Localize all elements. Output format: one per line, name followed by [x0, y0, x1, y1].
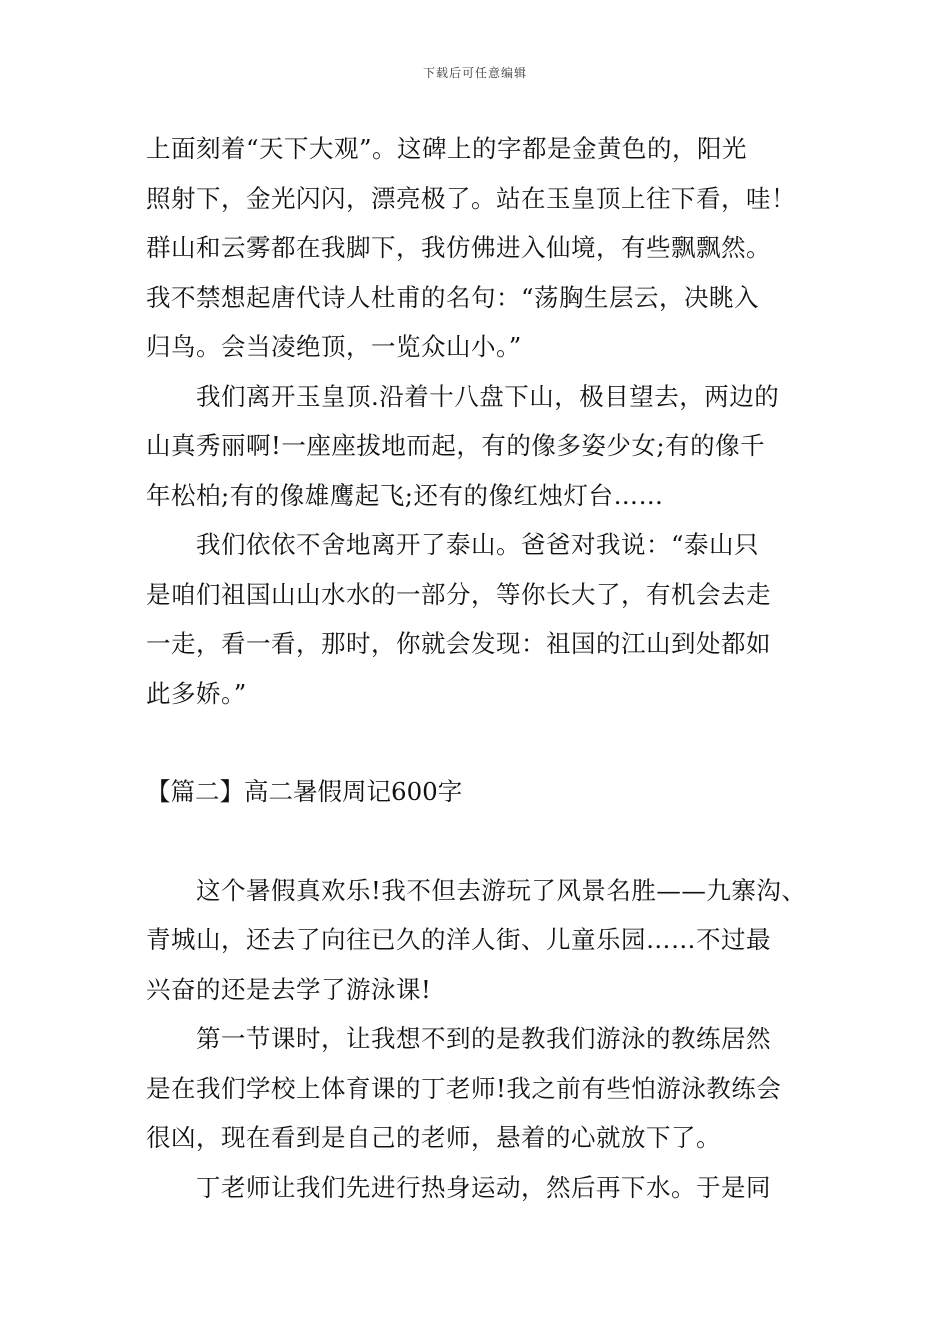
text-line: 照射下，金光闪闪，漂亮极了。站在玉皇顶上往下看，哇！	[146, 183, 796, 213]
part2-paragraph-2	[146, 1014, 818, 1163]
document-body	[146, 124, 818, 1212]
text-line: 此多娇。”	[146, 678, 247, 708]
text-line: 我们离开玉皇顶.沿着十八盘下山，极目望去，两边的	[196, 381, 780, 411]
text-line: 群山和云雾都在我脚下，我仿佛进入仙境，有些飘飘然。	[146, 233, 771, 262]
section-spacer	[146, 817, 818, 866]
text-line: 山真秀丽啊!一座座拔地而起，有的像多姿少女;有的像千	[146, 431, 766, 460]
text-line: 兴奋的还是去学了游泳课!	[146, 974, 432, 1004]
text-line: 青城山，还去了向往已久的洋人街、儿童乐园……不过最	[146, 925, 771, 954]
text-line: 第一节课时，让我想不到的是教我们游泳的教练居然	[196, 1024, 771, 1053]
text-line: 我们依依不舍地离开了泰山。爸爸对我说：“泰山只	[196, 530, 760, 559]
text-line: 上面刻着“天下大观”。这碑上的字都是金黄色的，阳光	[146, 134, 748, 163]
text-line: 我不禁想起唐代诗人杜甫的名句：“荡胸生层云，决眺入	[146, 282, 760, 312]
text-line: 丁老师让我们先进行热身运动，然后再下水。于是同	[196, 1172, 771, 1202]
part1-paragraph-2	[146, 372, 818, 521]
part2-paragraph-1	[146, 866, 818, 1015]
text-line: 是咱们祖国山山水水的一部分，等你长大了，有机会去走	[146, 579, 771, 609]
part2-paragraph-3	[146, 1163, 818, 1213]
text-line: 是在我们学校上体育课的丁老师!我之前有些怕游泳教练会	[146, 1073, 782, 1103]
section-title: 【篇二】高二暑假周记600字	[146, 777, 463, 806]
part1-paragraph-3	[146, 520, 818, 718]
text-line: 年松柏;有的像雄鹰起飞;还有的像红烛灯台……	[146, 480, 664, 510]
section-spacer	[146, 718, 818, 767]
text-line: 归鸟。会当凌绝顶，一览众山小。”	[146, 332, 522, 361]
text-line: 这个暑假真欢乐!我不但去游玩了风景名胜——九寨沟、	[196, 875, 807, 905]
text-line: 一走，看一看，那时，你就会发现：祖国的江山到处都如	[146, 629, 771, 658]
part1-paragraph-1	[146, 124, 818, 372]
page-header: 下载后可任意编辑	[422, 66, 527, 80]
text-line: 很凶，现在看到是自己的老师，悬着的心就放下了。	[146, 1123, 721, 1152]
